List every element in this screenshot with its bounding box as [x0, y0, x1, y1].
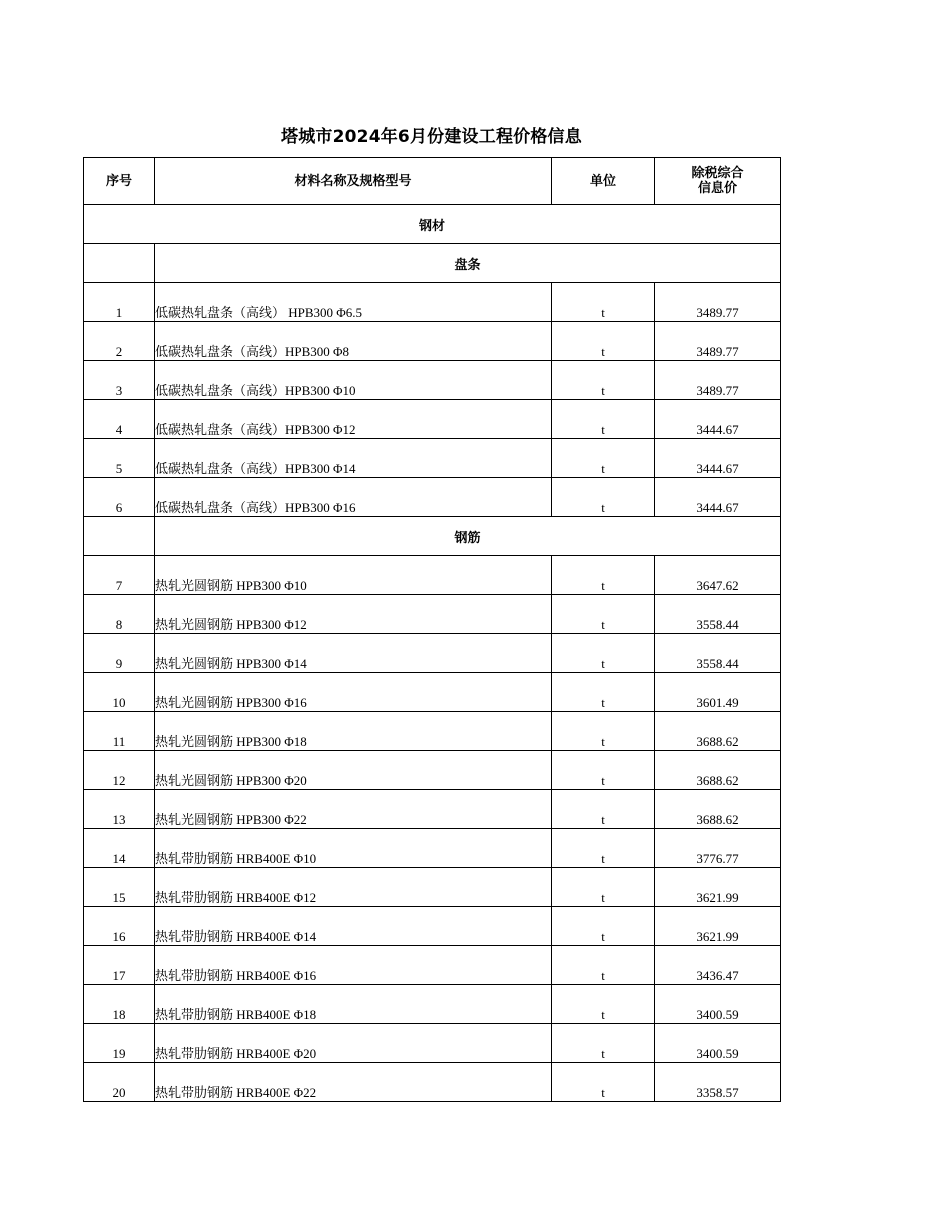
row-number: 13: [84, 790, 155, 829]
price-cell: 3489.77: [655, 322, 781, 361]
unit-cell: t: [552, 322, 655, 361]
price-cell: 3688.62: [655, 790, 781, 829]
row-number: 14: [84, 829, 155, 868]
row-number: 15: [84, 868, 155, 907]
material-name: 热轧光圆钢筋 HPB300 Φ16: [155, 673, 552, 712]
row-number: 12: [84, 751, 155, 790]
unit-cell: t: [552, 751, 655, 790]
table-row: [84, 712, 781, 751]
section-row: [84, 205, 781, 244]
price-cell: 3688.62: [655, 712, 781, 751]
table-row: [84, 439, 781, 478]
material-name: 热轧带肋钢筋 HRB400E Φ16: [155, 946, 552, 985]
header-seq: 序号: [84, 158, 155, 205]
table-row: [84, 283, 781, 322]
price-cell: 3558.44: [655, 595, 781, 634]
row-number: 9: [84, 634, 155, 673]
material-name: 热轧带肋钢筋 HRB400E Φ20: [155, 1024, 552, 1063]
row-number: 1: [84, 283, 155, 322]
unit-cell: t: [552, 907, 655, 946]
page-title: 塔城市2024年6月份建设工程价格信息: [281, 127, 582, 147]
table-row: [84, 868, 781, 907]
header-unit: 单位: [552, 158, 655, 205]
table-row: [84, 673, 781, 712]
row-number: 7: [84, 556, 155, 595]
table-row: [84, 829, 781, 868]
price-cell: 3444.67: [655, 478, 781, 517]
material-name: 热轧光圆钢筋 HPB300 Φ18: [155, 712, 552, 751]
unit-cell: t: [552, 478, 655, 517]
unit-cell: t: [552, 361, 655, 400]
unit-cell: t: [552, 868, 655, 907]
table-row: [84, 790, 781, 829]
material-name: 热轧光圆钢筋 HPB300 Φ14: [155, 634, 552, 673]
table-row: [84, 322, 781, 361]
row-number: 2: [84, 322, 155, 361]
material-name: 热轧光圆钢筋 HPB300 Φ10: [155, 556, 552, 595]
unit-cell: t: [552, 985, 655, 1024]
unit-cell: t: [552, 946, 655, 985]
price-cell: 3400.59: [655, 1024, 781, 1063]
price-cell: 3444.67: [655, 400, 781, 439]
material-name: 低碳热轧盘条（高线）HPB300 Φ12: [155, 400, 552, 439]
category-label: 盘条: [155, 244, 781, 283]
table-row: [84, 1024, 781, 1063]
table-row: [84, 556, 781, 595]
table-row: [84, 1063, 781, 1102]
table-row: [84, 907, 781, 946]
material-name: 热轧带肋钢筋 HRB400E Φ12: [155, 868, 552, 907]
price-table: [83, 157, 781, 1102]
category-row: [84, 244, 781, 283]
row-number: 11: [84, 712, 155, 751]
material-name: 热轧带肋钢筋 HRB400E Φ14: [155, 907, 552, 946]
table-row: [84, 361, 781, 400]
section-label: 钢材: [84, 205, 781, 244]
material-name: 热轧光圆钢筋 HPB300 Φ22: [155, 790, 552, 829]
unit-cell: t: [552, 1024, 655, 1063]
material-name: 低碳热轧盘条（高线）HPB300 Φ16: [155, 478, 552, 517]
row-number: 8: [84, 595, 155, 634]
header-price: [655, 158, 781, 205]
unit-cell: t: [552, 400, 655, 439]
row-number: 19: [84, 1024, 155, 1063]
row-number: 16: [84, 907, 155, 946]
header-row: [84, 158, 781, 205]
row-number: 20: [84, 1063, 155, 1102]
unit-cell: t: [552, 1063, 655, 1102]
unit-cell: t: [552, 712, 655, 751]
price-cell: 3358.57: [655, 1063, 781, 1102]
price-cell: 3621.99: [655, 907, 781, 946]
unit-cell: t: [552, 790, 655, 829]
price-cell: 3400.59: [655, 985, 781, 1024]
header-price-line1: 除税综合: [691, 166, 744, 181]
category-empty-cell: [84, 244, 155, 283]
table-row: [84, 400, 781, 439]
table-row: [84, 595, 781, 634]
price-cell: 3776.77: [655, 829, 781, 868]
row-number: 17: [84, 946, 155, 985]
material-name: 热轧带肋钢筋 HRB400E Φ18: [155, 985, 552, 1024]
material-name: 热轧光圆钢筋 HPB300 Φ12: [155, 595, 552, 634]
table-row: [84, 751, 781, 790]
price-cell: 3647.62: [655, 556, 781, 595]
category-row: [84, 517, 781, 556]
table-row: [84, 478, 781, 517]
table-row: [84, 946, 781, 985]
row-number: 4: [84, 400, 155, 439]
unit-cell: t: [552, 829, 655, 868]
material-name: 热轧带肋钢筋 HRB400E Φ22: [155, 1063, 552, 1102]
category-label: 钢筋: [155, 517, 781, 556]
table-row: [84, 634, 781, 673]
price-cell: 3444.67: [655, 439, 781, 478]
material-name: 低碳热轧盘条（高线）HPB300 Φ14: [155, 439, 552, 478]
price-cell: 3558.44: [655, 634, 781, 673]
material-name: 热轧光圆钢筋 HPB300 Φ20: [155, 751, 552, 790]
row-number: 5: [84, 439, 155, 478]
row-number: 6: [84, 478, 155, 517]
price-cell: 3489.77: [655, 361, 781, 400]
category-empty-cell: [84, 517, 155, 556]
unit-cell: t: [552, 634, 655, 673]
header-name: 材料名称及规格型号: [155, 158, 552, 205]
unit-cell: t: [552, 595, 655, 634]
row-number: 18: [84, 985, 155, 1024]
unit-cell: t: [552, 283, 655, 322]
price-cell: 3688.62: [655, 751, 781, 790]
price-cell: 3621.99: [655, 868, 781, 907]
header-price-line2: 信息价: [697, 181, 737, 196]
material-name: 低碳热轧盘条（高线） HPB300 Φ6.5: [155, 283, 552, 322]
price-cell: 3436.47: [655, 946, 781, 985]
table-body: [84, 158, 781, 1102]
unit-cell: t: [552, 556, 655, 595]
price-cell: 3489.77: [655, 283, 781, 322]
unit-cell: t: [552, 439, 655, 478]
unit-cell: t: [552, 673, 655, 712]
row-number: 10: [84, 673, 155, 712]
table-row: [84, 985, 781, 1024]
material-name: 低碳热轧盘条（高线）HPB300 Φ10: [155, 361, 552, 400]
material-name: 热轧带肋钢筋 HRB400E Φ10: [155, 829, 552, 868]
price-cell: 3601.49: [655, 673, 781, 712]
material-name: 低碳热轧盘条（高线）HPB300 Φ8: [155, 322, 552, 361]
row-number: 3: [84, 361, 155, 400]
